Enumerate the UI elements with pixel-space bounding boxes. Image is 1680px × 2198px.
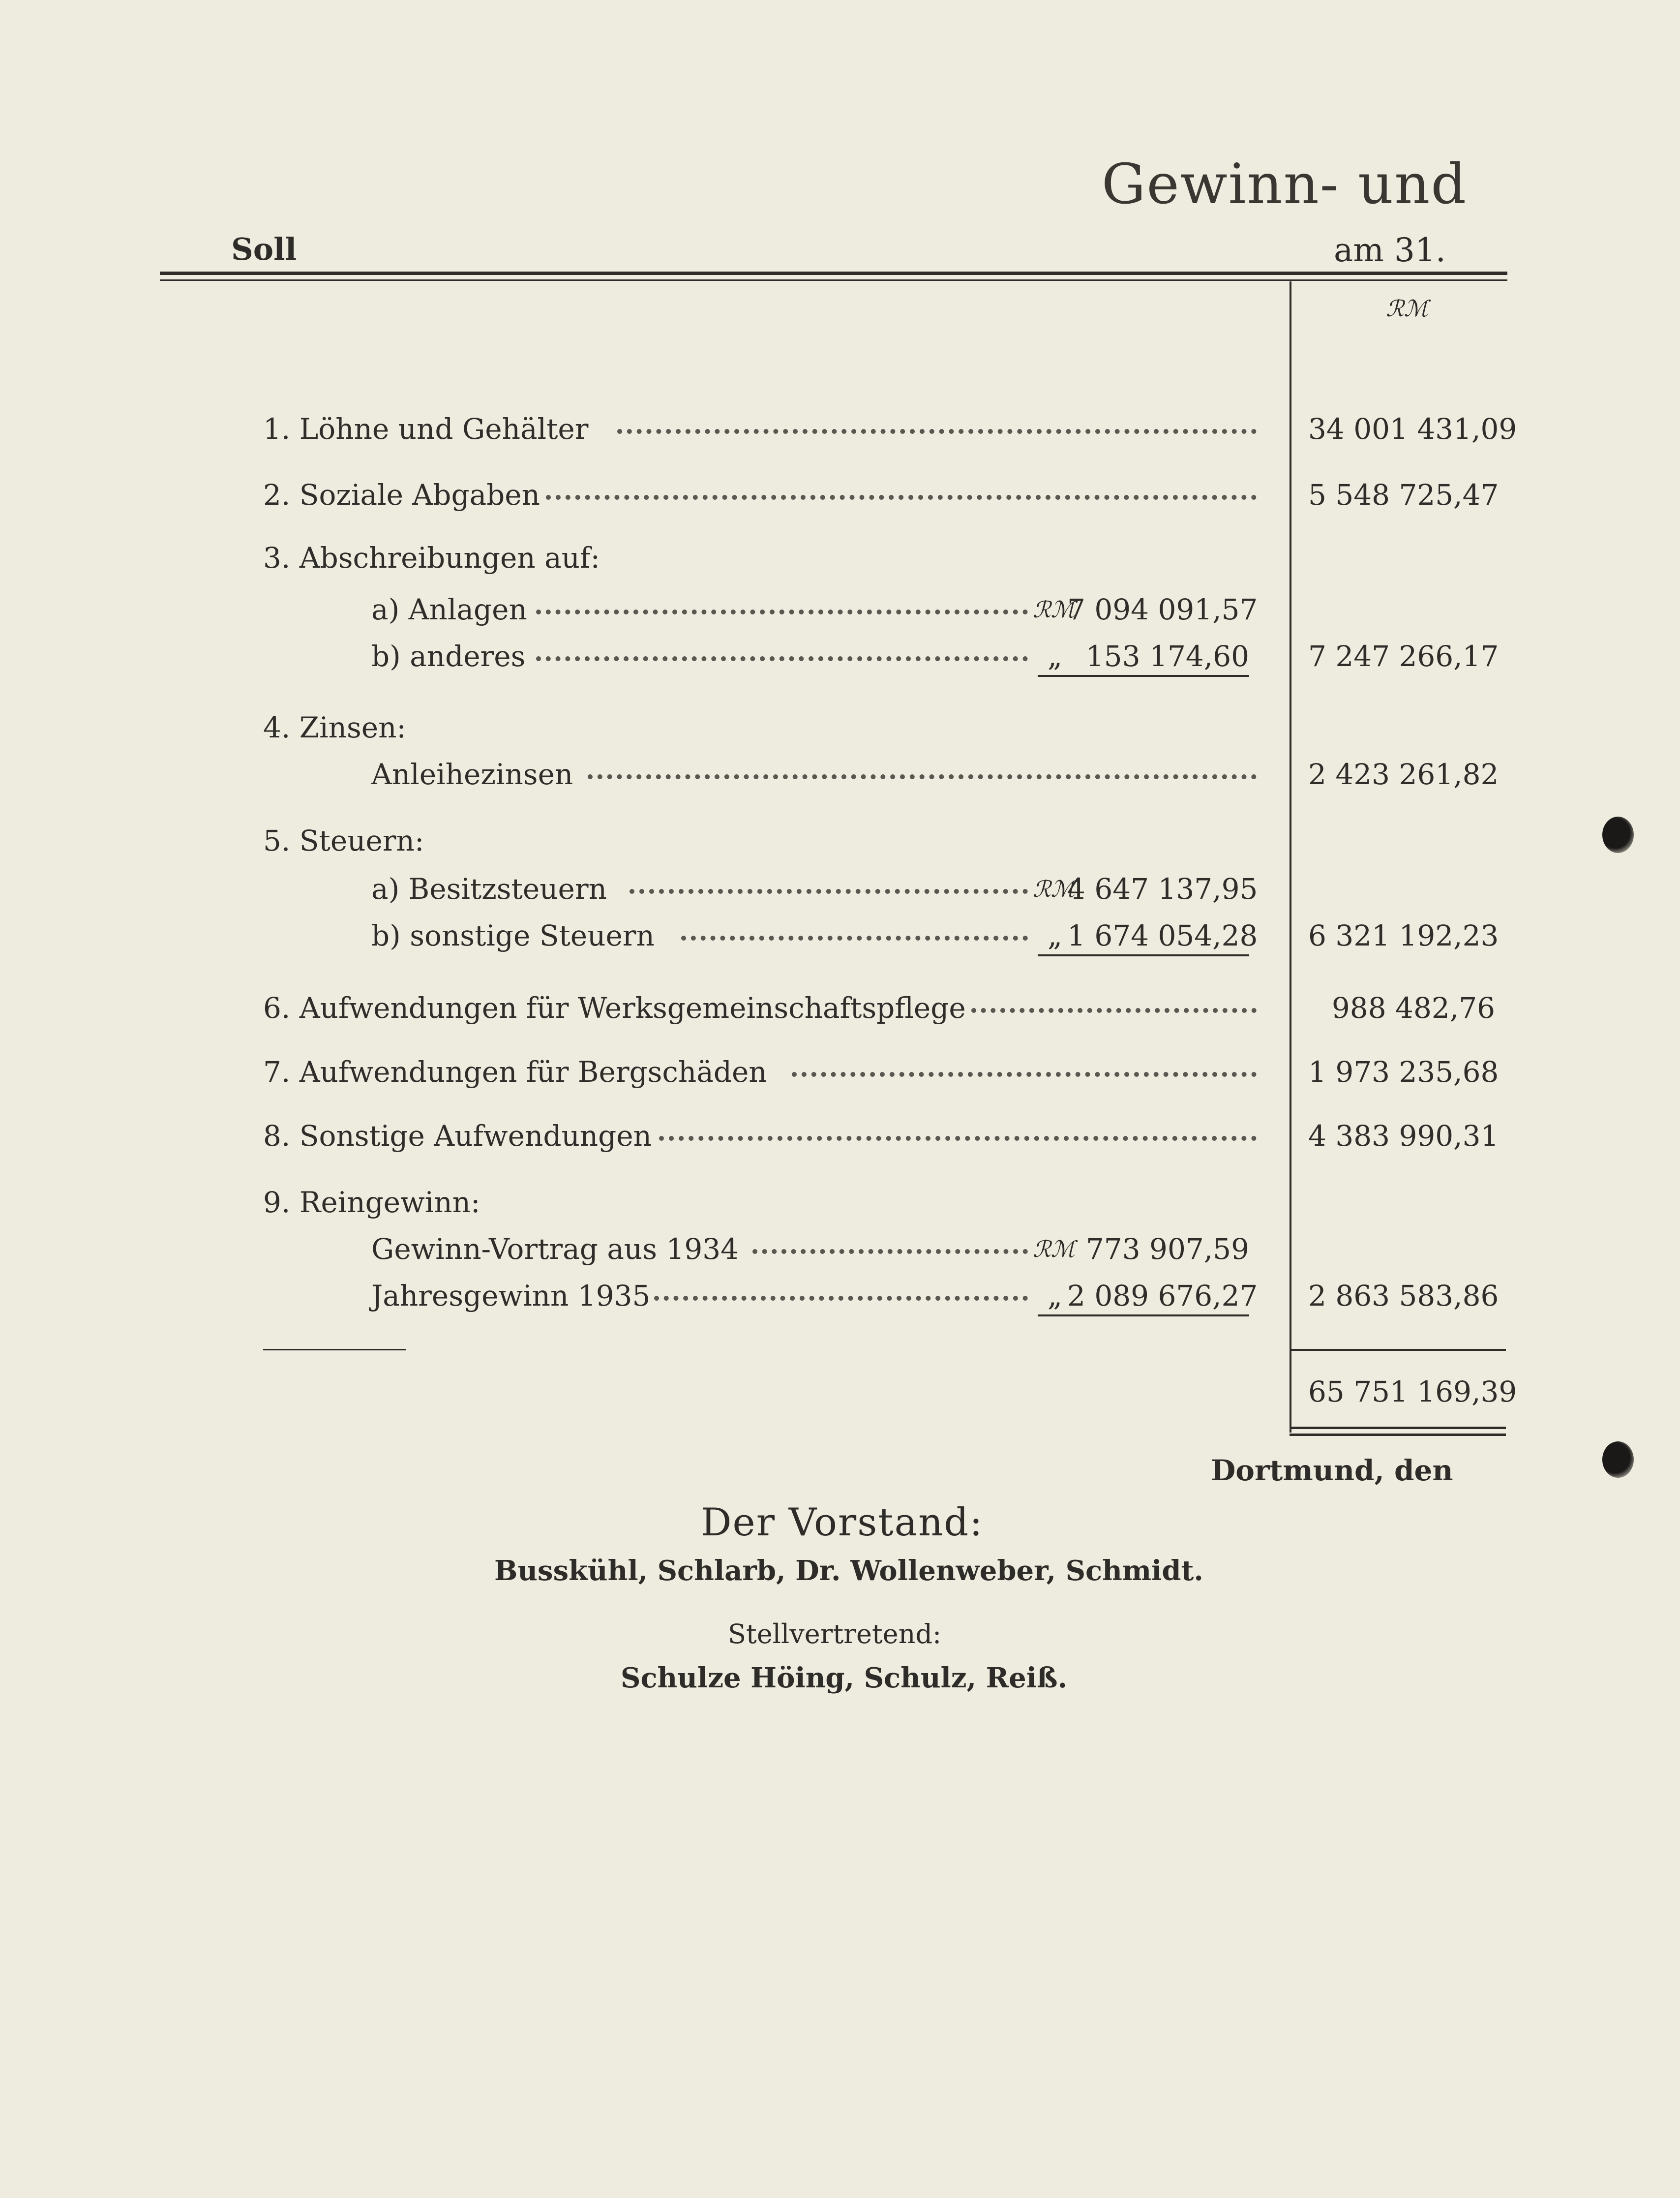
grand-total: 65 751 169,39 (1308, 1375, 1517, 1408)
item-6-label: 6. Aufwendungen für Werksgemeinschaftspflege (263, 991, 966, 1025)
leader-dots (792, 1070, 1257, 1077)
board-members: Busskühl, Schlarb, Dr. Wollenweber, Schmidt. (494, 1555, 1203, 1587)
item-9a-label: Gewinn-Vortrag aus 1934 (371, 1232, 739, 1266)
item-3a-label: a) Anlagen (371, 593, 527, 626)
item-5b-mark: „ (1048, 919, 1063, 952)
item-9b-value: 2 089 676,27 (1067, 1279, 1258, 1313)
item-3-label: 3. Abschreibungen auf: (263, 541, 600, 575)
item-3a-mark: ℛℳ (1033, 596, 1075, 623)
item-9-total: 2 863 583,86 (1308, 1279, 1499, 1313)
leader-dots (630, 887, 1028, 894)
item-9b-mark: „ (1048, 1279, 1063, 1313)
item-4-total: 2 423 261,82 (1308, 758, 1499, 791)
leader-dots (681, 934, 1028, 941)
subtotal-underline (1038, 675, 1249, 677)
item-7-label: 7. Aufwendungen für Bergschäden (263, 1055, 767, 1089)
date-header: am 31. (1334, 231, 1446, 269)
deputy-members: Schulze Höing, Schulz, Reiß. (621, 1662, 1068, 1694)
currency-column-header: ℛℳ (1386, 295, 1428, 322)
place-date: Dortmund, den (1211, 1454, 1453, 1487)
item-5b-value: 1 674 054,28 (1067, 919, 1258, 952)
item-8-label: 8. Sonstige Aufwendungen (263, 1119, 652, 1153)
item-5-total: 6 321 192,23 (1308, 919, 1499, 952)
item-7-total: 1 973 235,68 (1308, 1055, 1499, 1089)
statement-title: Gewinn- und (1102, 153, 1468, 216)
subtotal-underline (1038, 954, 1249, 956)
header-rule-bottom (160, 279, 1507, 281)
item-3b-value: 153 174,60 (1085, 640, 1249, 673)
item-6-total: 988 482,76 (1331, 991, 1495, 1025)
leader-dots (971, 1006, 1257, 1013)
item-5a-mark: ℛℳ (1033, 876, 1075, 902)
subtotal-underline (1038, 1314, 1249, 1316)
leader-dots (536, 654, 1028, 661)
board-heading: Der Vorstand: (701, 1500, 984, 1545)
column-separator (1290, 281, 1291, 1433)
item-2-total: 5 548 725,47 (1308, 478, 1499, 512)
item-3b-mark: „ (1048, 640, 1063, 673)
left-short-rule (263, 1349, 406, 1350)
leader-dots (588, 772, 1257, 779)
item-9a-mark: ℛℳ (1033, 1236, 1075, 1262)
binder-hole (1602, 817, 1634, 853)
total-double-rule-1 (1290, 1427, 1506, 1429)
leader-dots (654, 1294, 1028, 1301)
leader-dots (617, 427, 1257, 434)
item-8-total: 4 383 990,31 (1308, 1119, 1499, 1153)
deputy-label: Stellvertretend: (728, 1618, 942, 1649)
item-2-label: 2. Soziale Abgaben (263, 478, 540, 512)
item-3a-value: 7 094 091,57 (1067, 593, 1258, 626)
item-5-label: 5. Steuern: (263, 824, 424, 857)
item-9-label: 9. Reingewinn: (263, 1186, 480, 1219)
leader-dots (536, 608, 1028, 614)
item-5a-label: a) Besitzsteuern (371, 872, 607, 906)
item-3b-label: b) anderes (371, 640, 526, 673)
item-5b-label: b) sonstige Steuern (371, 919, 655, 952)
item-4-sub-label: Anleihezinsen (371, 758, 573, 791)
header-rule-top (160, 272, 1507, 275)
item-4-label: 4. Zinsen: (263, 711, 406, 744)
leader-dots (752, 1247, 1028, 1254)
item-9b-label: Jahresgewinn 1935 (371, 1279, 651, 1313)
leader-dots (659, 1134, 1257, 1141)
total-top-rule (1290, 1349, 1506, 1351)
binder-hole (1602, 1441, 1634, 1478)
soll-label: Soll (231, 231, 297, 267)
item-9a-value: 773 907,59 (1085, 1232, 1249, 1266)
leader-dots (546, 493, 1257, 500)
item-3-total: 7 247 266,17 (1308, 640, 1499, 673)
item-1-total: 34 001 431,09 (1308, 412, 1517, 446)
item-5a-value: 4 647 137,95 (1067, 872, 1258, 906)
item-1-label: 1. Löhne und Gehälter (263, 412, 589, 446)
total-double-rule-2 (1290, 1434, 1506, 1436)
